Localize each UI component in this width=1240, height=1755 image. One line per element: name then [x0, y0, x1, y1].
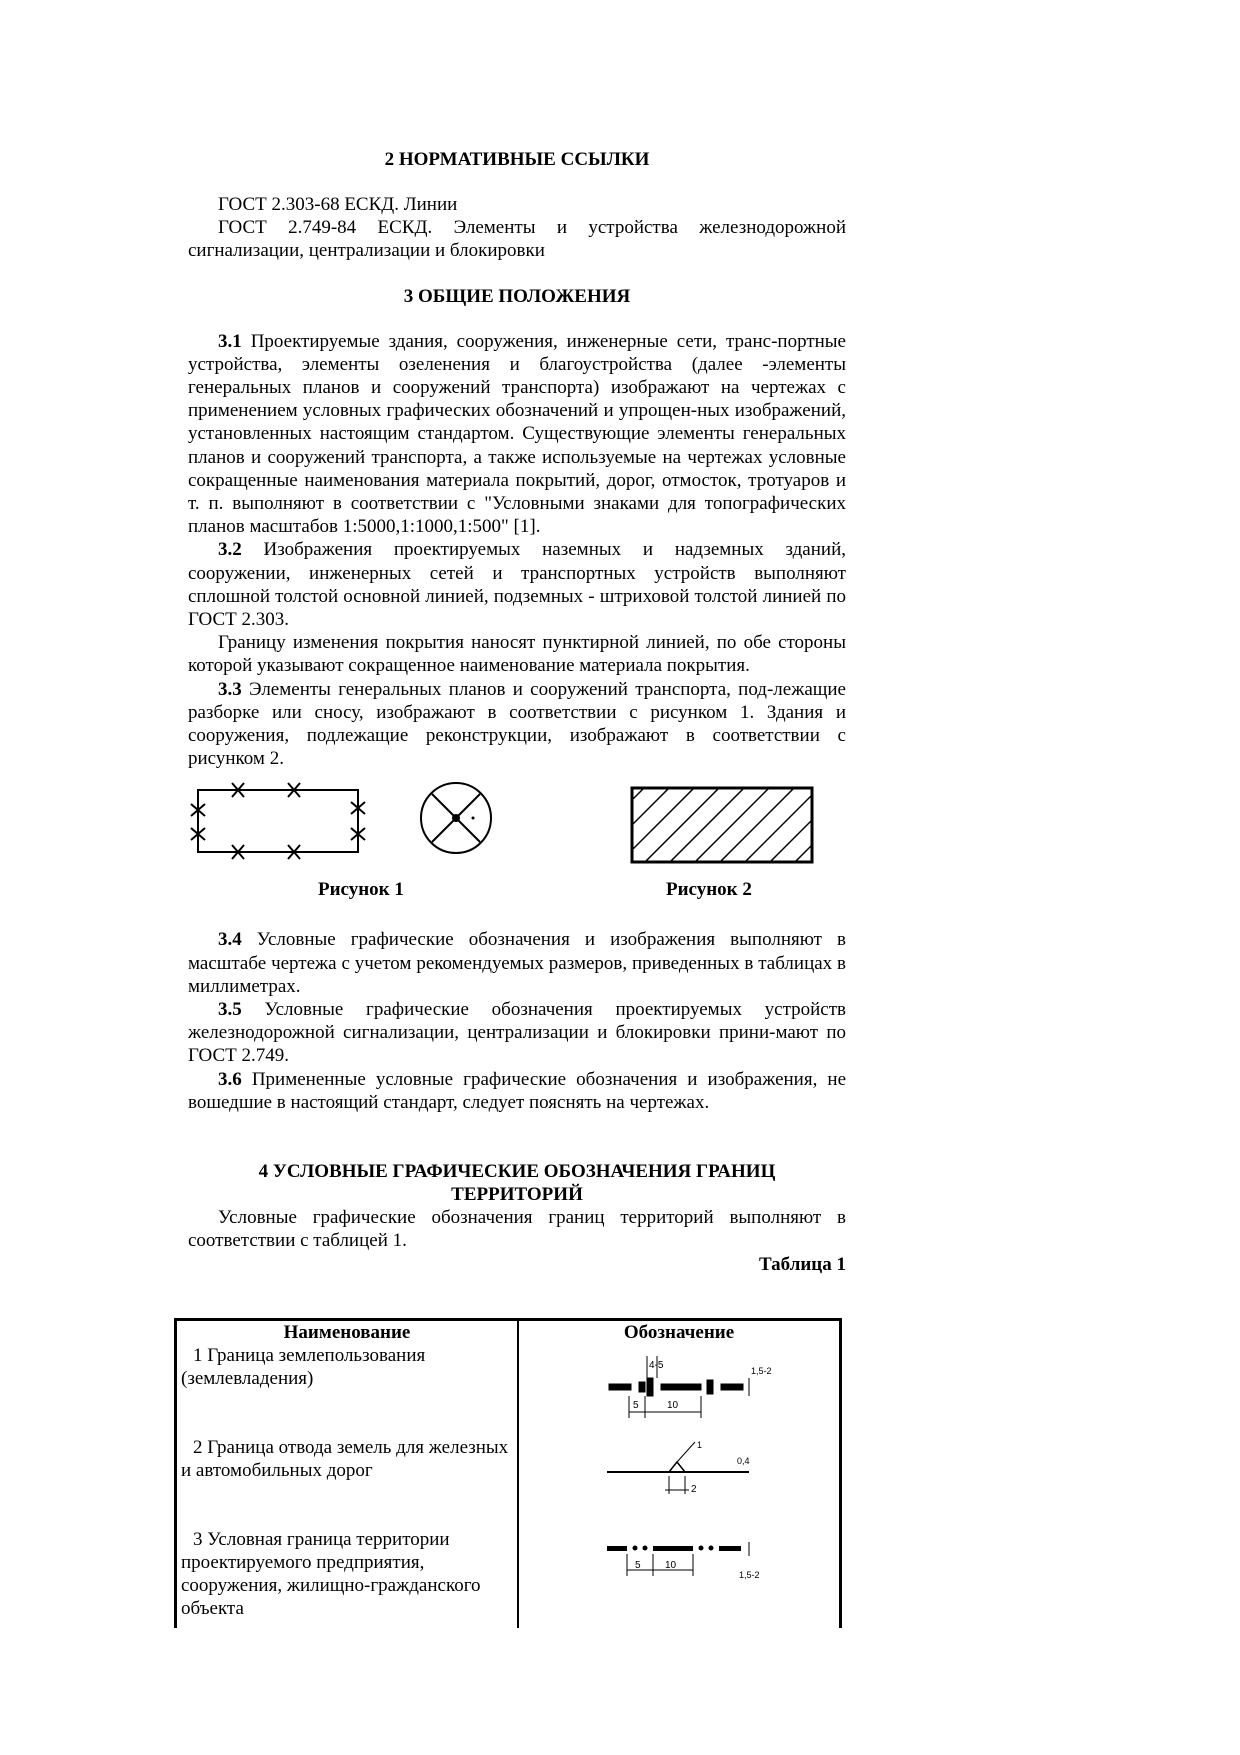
paragraph-3-1: [188, 330, 846, 539]
row-name: 3 Условная граница территории проектируемого предприятия, сооружения, жилищно-гражданского объекта: [176, 1528, 519, 1628]
paragraph-number: 3.3: [218, 678, 242, 700]
section-4-title-line-1: 4 УСЛОВНЫЕ ГРАФИЧЕСКИЕ ОБОЗНАЧЕНИЯ ГРАНИЦ: [258, 1161, 776, 1183]
paragraph-3-5: [188, 998, 846, 1068]
paragraph-text: Примененные условные графические обозначения и изображения, не вошедшие в настоящий стандарт, следует пояснять на чертежах.: [188, 1068, 846, 1113]
figure-1-demolition-symbol: [188, 778, 518, 878]
dim-label: 1,5-2: [739, 1570, 760, 1580]
section-4-intro: Условные графические обозначения границ территорий выполняют в соответствии с таблицей 1.: [188, 1207, 846, 1252]
paragraph-3-3: [188, 678, 846, 771]
row-name: 1 Граница землепользования (землевладения): [176, 1344, 519, 1436]
paragraph-text: Проектируемые здания, сооружения, инженерные сети, транс-портные устройства, элементы озеленения и благоустройства (далее -элементы генеральных планов и сооружений транспорта) изображают на чертежах с применением условных графических обозначений и упрощен-ных изображений, установленных настоящим стандартом. Существующие элементы генеральных планов и сооружений транспорта, а также используемые на чертежах условные сокращенные наименования материала покрытий, дорог, отмосток, тротуаров и т. п. выполняют в соответствии с "Условными знаками для топографических планов масштабов 1:5000,1:1000,1:500" [1].: [188, 330, 846, 538]
paragraph-number: 3.4: [218, 929, 242, 951]
paragraph-number: 3.1: [218, 330, 242, 352]
section-2-title: 2 НОРМАТИВНЫЕ ССЫЛКИ: [384, 149, 650, 170]
reference-gost-2749: ГОСТ 2.749-84 ЕСКД. Элементы и устройства железнодорожной сигнализации, централизации и блокировки: [188, 217, 846, 262]
paragraph-3-2: [188, 538, 846, 631]
paragraph-number: 3.5: [218, 999, 242, 1021]
paragraph-text: Условные графические обозначения проектируемых устройств железнодорожной сигнализации, централизации и блокировки прини-мают по ГОСТ 2.749.: [188, 999, 846, 1067]
dim-label: 2: [691, 1484, 697, 1495]
dim-label: 0,4: [737, 1456, 750, 1466]
land-use-boundary-symbol: [599, 1348, 772, 1428]
figure-2-caption: Рисунок 2: [666, 879, 752, 901]
dim-label: 1,5-2: [751, 1366, 772, 1376]
reference-gost-2303: ГОСТ 2.303-68 ЕСКД. Линии: [218, 194, 458, 215]
dim-label: 5: [635, 1560, 641, 1571]
paragraph-3-4: [188, 928, 846, 998]
dim-label: 1: [697, 1440, 703, 1450]
paragraph-text: Элементы генеральных планов и сооружений транспорта, под-лежащие разборке или сносу, изображают в соответствии с рисунком 1. Здания и сооружения, подлежащие реконструкции, изображают в соответствии с рисунком 2.: [188, 678, 846, 770]
figure-1-caption: Рисунок 1: [318, 879, 404, 901]
row-symbol: [518, 1436, 841, 1528]
section-3-title: 3 ОБЩИЕ ПОЛОЖЕНИЯ: [403, 285, 631, 307]
paragraph-number: 3.6: [218, 1068, 242, 1090]
figure-captions: [188, 879, 846, 928]
table-row: [176, 1344, 841, 1436]
header-name: Наименование: [176, 1320, 519, 1345]
right-of-way-boundary-symbol: [599, 1436, 759, 1506]
dim-label: 4-5: [649, 1360, 664, 1371]
paragraph-text: Изображения проектируемых наземных и надземных зданий, сооружении, инженерных сетей и транспортных устройств выполняют сплошной толстой основной линией, подземных - штриховой толстой линией по ГОСТ 2.303.: [188, 539, 846, 631]
table-row: [176, 1436, 841, 1528]
paragraph-3-2-continued: Границу изменения покрытия наносят пунктирной линией, по обе стороны которой указывают сокращенное наименование материала покрытия.: [188, 632, 846, 677]
dim-label: 5: [633, 1400, 639, 1411]
row-name: 2 Граница отвода земель для железных и автомобильных дорог: [176, 1436, 519, 1528]
paragraph-text: Условные графические обозначения и изображения выполняют в масштабе чертежа с учетом рекомендуемых размеров, приведенных в таблицах в миллиметрах.: [188, 929, 846, 997]
dim-label: 10: [667, 1400, 679, 1411]
table-header-row: [176, 1320, 841, 1345]
dim-label: 10: [665, 1560, 677, 1571]
paragraph-3-6: [188, 1068, 846, 1114]
conditional-boundary-symbol: [599, 1528, 759, 1598]
paragraph-number: 3.2: [218, 539, 242, 561]
section-4-title-line-2: ТЕРРИТОРИЙ: [451, 1184, 583, 1206]
row-symbol: [518, 1344, 841, 1436]
row-symbol: [518, 1528, 841, 1628]
header-symbol: Обозначение: [518, 1320, 841, 1345]
table-row: [176, 1528, 841, 1628]
table-1: [174, 1318, 842, 1628]
table-1-caption: Таблица 1: [758, 1253, 846, 1275]
document-page: [188, 148, 846, 1276]
figure-2-reconstruction-symbol: [628, 784, 818, 874]
